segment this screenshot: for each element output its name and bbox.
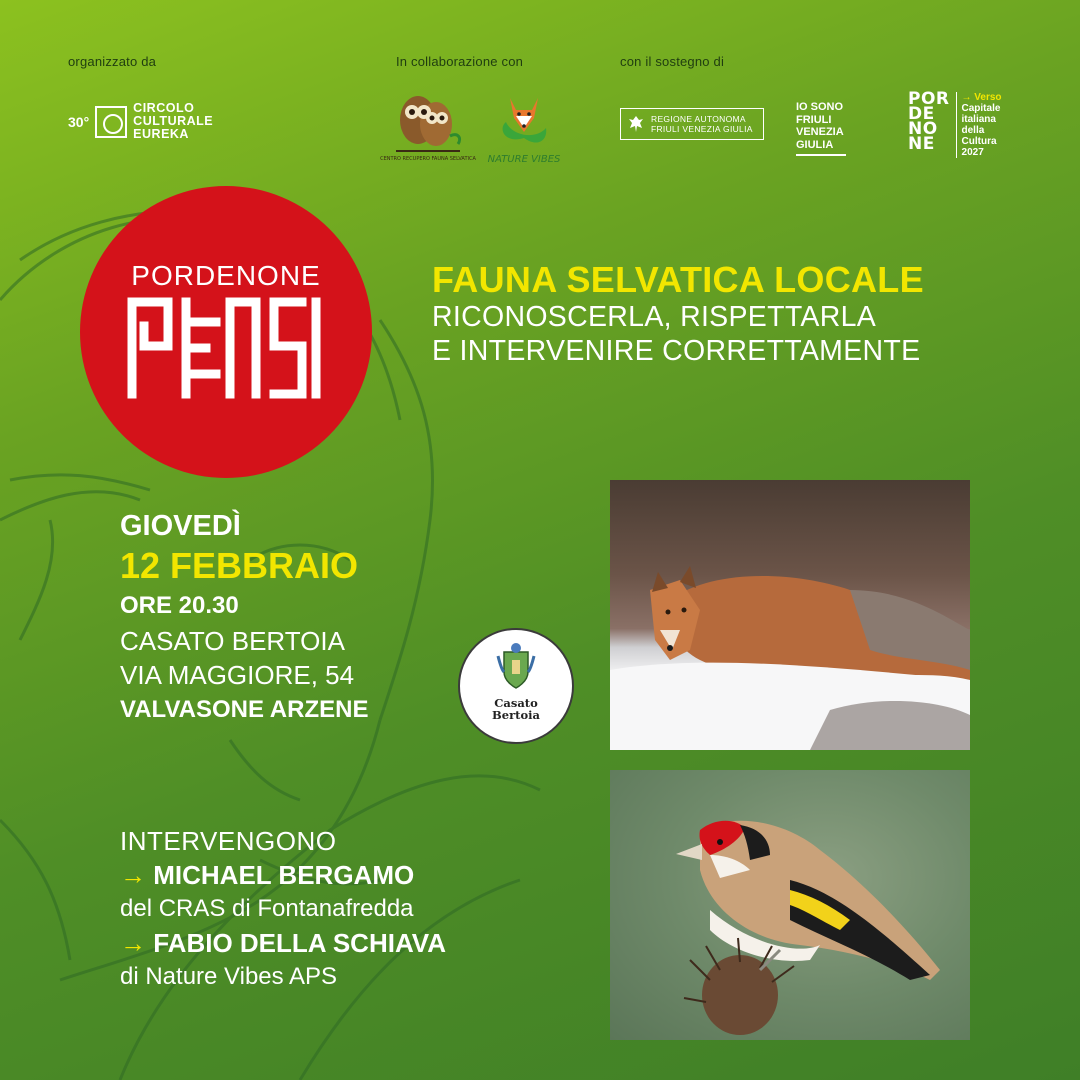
event-time: ORE 20.30 (120, 592, 239, 619)
speaker-name: → FABIO DELLA SCHIAVA (120, 928, 446, 958)
eagle-icon (627, 114, 645, 134)
event-title-block (432, 260, 924, 368)
pordenone-pensa-logo (80, 186, 372, 478)
event-title: FAUNA SELVATICA LOCALE (432, 259, 924, 300)
arrow-right-icon: → (120, 860, 146, 890)
event-details (120, 508, 368, 728)
casato-name-line2: Bertoia (492, 708, 540, 722)
event-subtitle-line1: RICONOSCERLA, RISPETTARLA (432, 301, 877, 333)
owl-caption: CENTRO RECUPERO FAUNA SELVATICA (380, 156, 476, 162)
collaboration-label: In collaborazione con (396, 54, 524, 69)
casato-bertoia-badge (458, 628, 574, 744)
event-day: GIOVEDÌ (120, 510, 241, 542)
goldfinch-photo (610, 770, 970, 1040)
io-sono-fvg-logo: IO SONO FRIULI VENEZIA GIULIA (796, 101, 846, 156)
casato-name-line1: Casato (494, 696, 538, 710)
event-address: VIA MAGGIORE, 54 (120, 660, 355, 690)
organized-by-label: organizzato da (68, 54, 157, 69)
regione-text: REGIONE AUTONOMA FRIULI VENEZIA GIULIA (651, 114, 753, 134)
pensa-maze-wordmark (126, 296, 326, 400)
speaker-role: di Nature Vibes APS (120, 963, 338, 990)
support-label: con il sostegno di (620, 54, 725, 69)
circolo-eureka-logo (68, 102, 213, 141)
event-venue: CASATO BERTOIA (120, 626, 345, 656)
eureka-mark-icon (95, 106, 127, 138)
fox-illustration (610, 480, 970, 750)
city-name: PORDENONE (131, 260, 321, 291)
eureka-name: CIRCOLO CULTURALE EUREKA (133, 101, 214, 141)
speakers-block (120, 824, 446, 994)
fox-logo-icon (486, 88, 562, 170)
goldfinch-illustration (610, 770, 970, 1040)
nature-vibes-name: NATURE VIBES (487, 154, 561, 165)
coat-of-arms-icon (496, 642, 536, 692)
pordenone-capitale-cultura-logo (908, 89, 1002, 158)
event-subtitle-line2: E INTERVENIRE CORRETTAMENTE (432, 335, 921, 367)
speaker-role: del CRAS di Fontanafredda (120, 895, 414, 922)
speaker-name: → MICHAEL BERGAMO (120, 860, 415, 890)
regione-fvg-logo (620, 108, 764, 140)
owl-logo-icon (380, 86, 476, 166)
event-date: 12 FEBBRAIO (120, 545, 359, 586)
speakers-heading: INTERVENGONO (120, 826, 337, 856)
pordenone-stacked-wordmark: POR DE NO NE (908, 89, 950, 154)
arrow-right-icon: → (120, 928, 146, 958)
capitale-cultura-text: → Verso Capitale italiana della Cultura 2027 (956, 92, 1002, 158)
underline-bar (796, 154, 846, 156)
event-town: VALVASONE ARZENE (120, 696, 369, 723)
fox-photo (610, 480, 970, 750)
anniversary-number: 30° (68, 113, 90, 130)
